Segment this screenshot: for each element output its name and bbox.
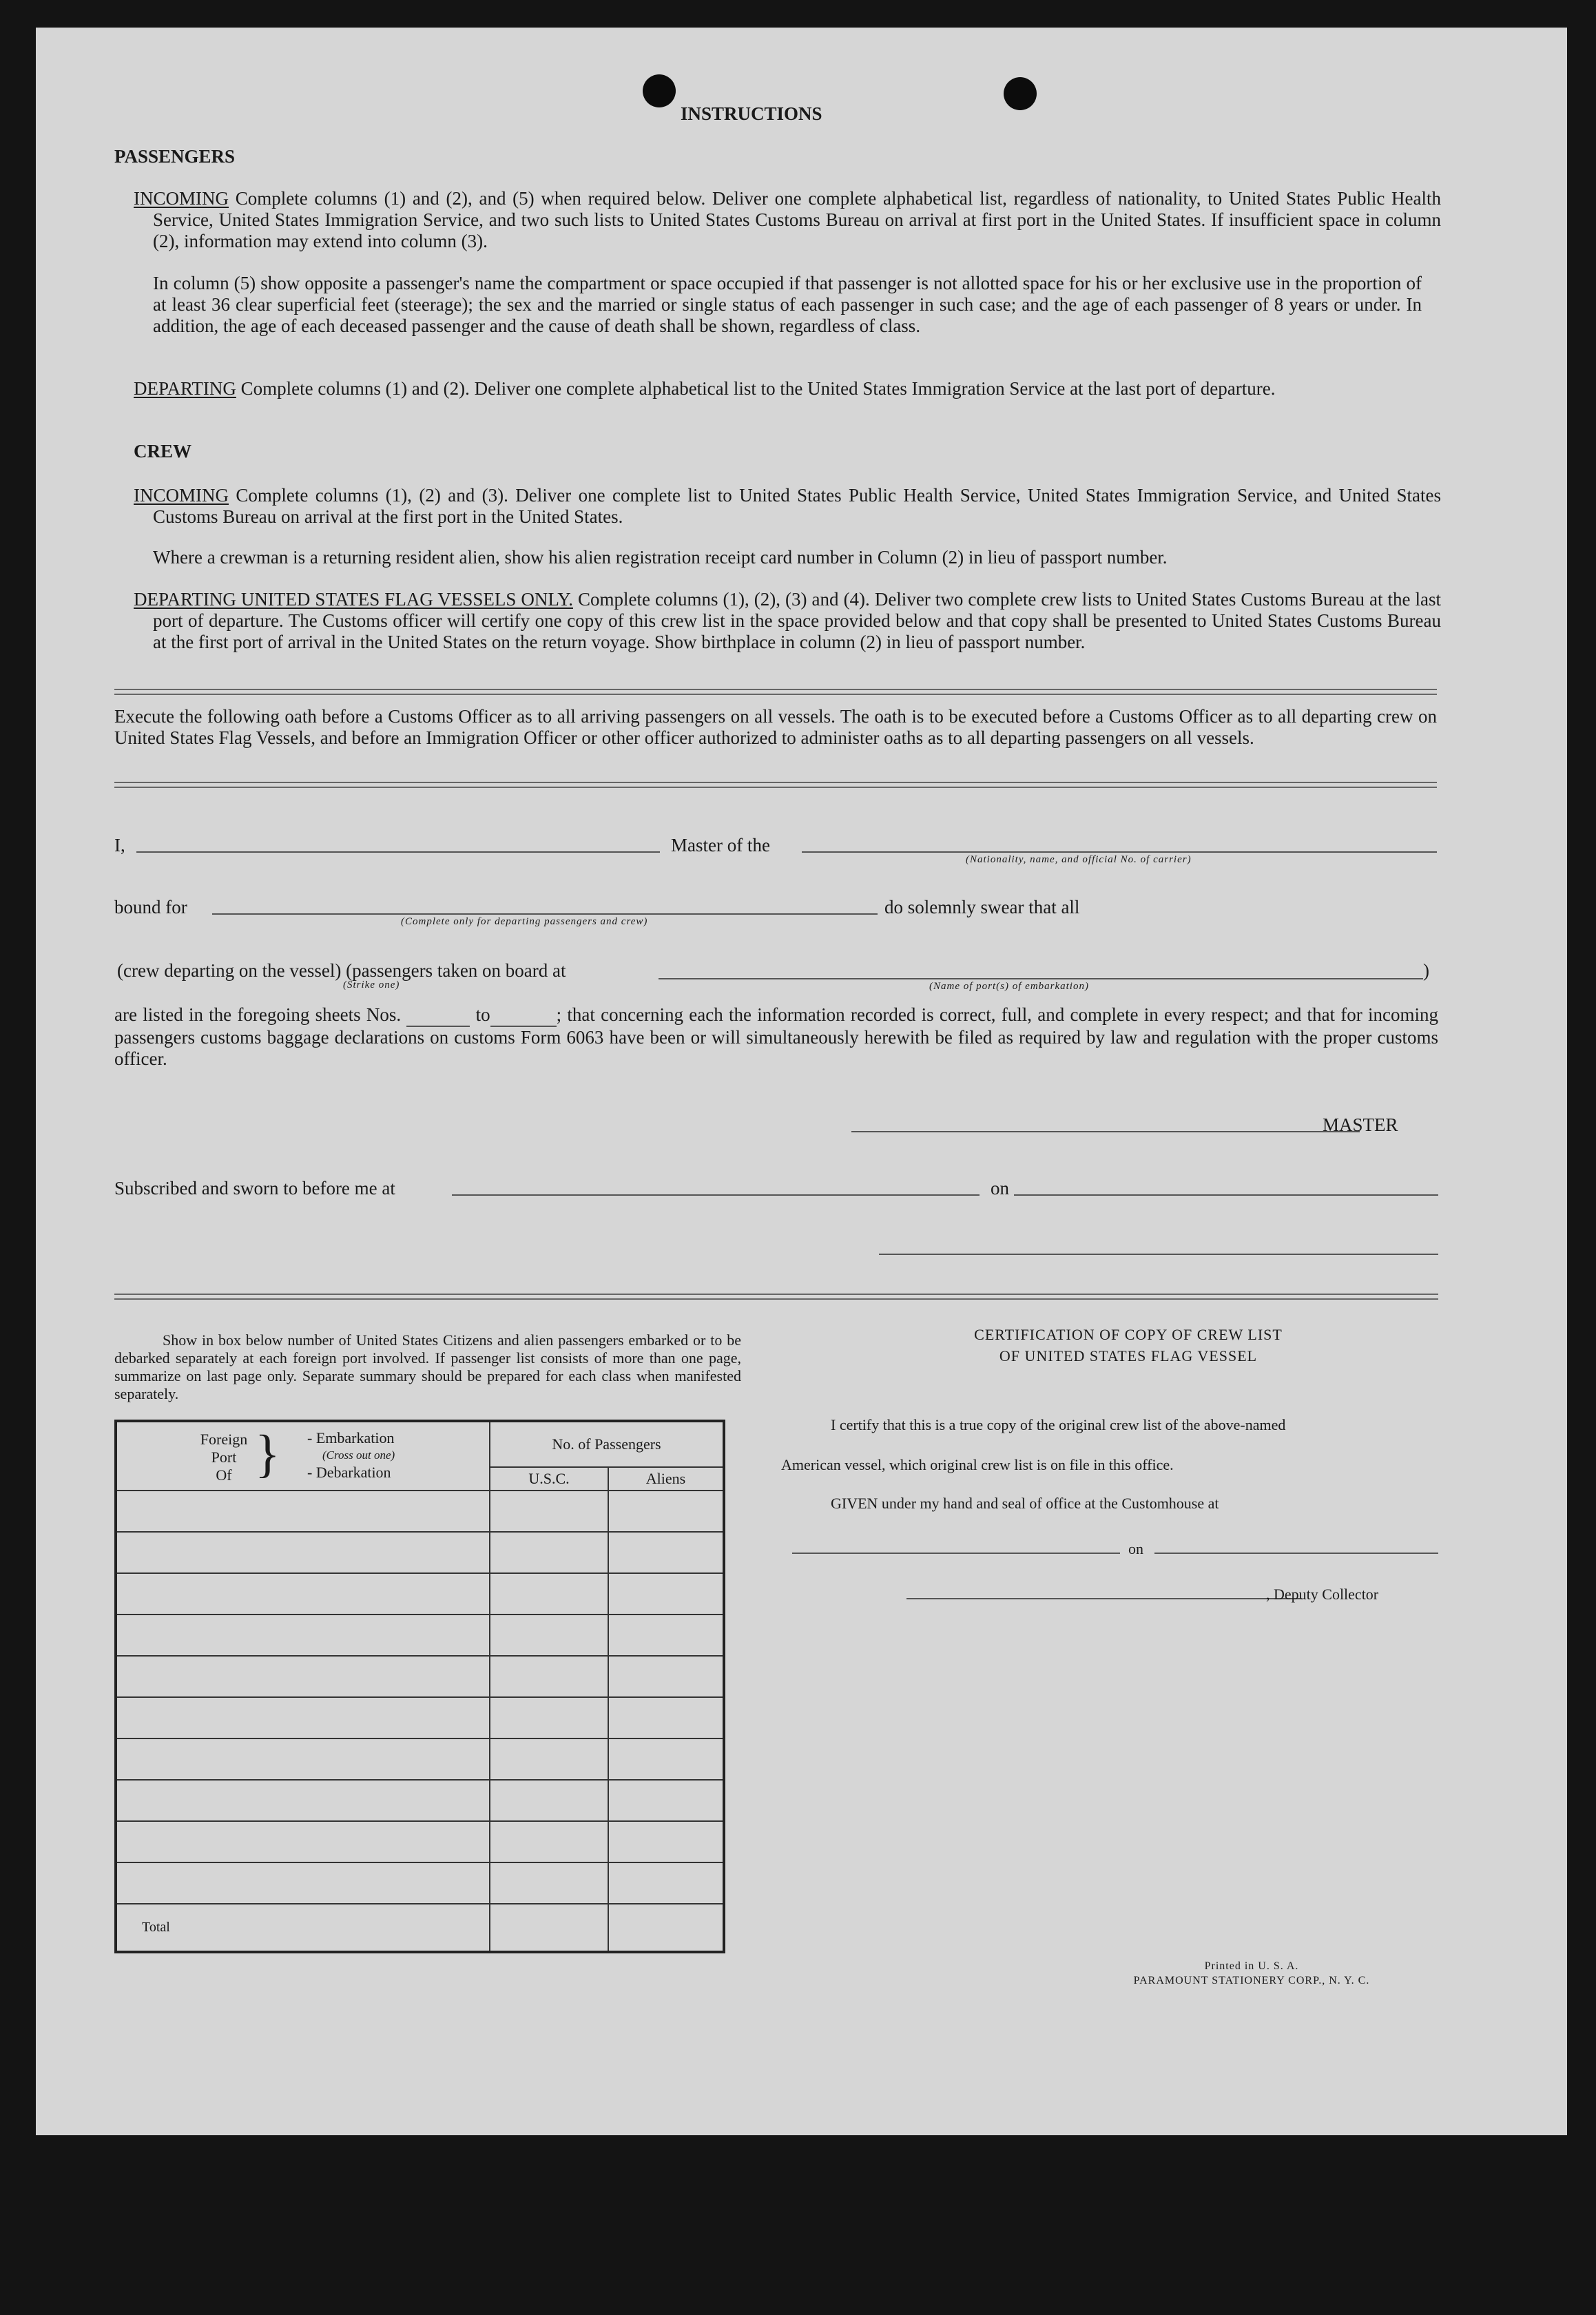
summary-note: Show in box below number of United States Citizens and alien passengers embarked or to be debarked separately at each foreign port involved. If passenger list consists of more than one page, summarize on last page only. Separate summary should be prepared for each class when manifested separately. xyxy=(114,1331,741,1402)
usc-cell[interactable] xyxy=(490,1615,608,1656)
divider-double-2 xyxy=(114,782,1437,788)
port-cell[interactable] xyxy=(116,1532,490,1573)
table-row xyxy=(116,1532,724,1573)
aliens-cell[interactable] xyxy=(608,1821,724,1862)
divider-double-3 xyxy=(114,1294,1438,1300)
certification-on-label: on xyxy=(1128,1540,1143,1557)
certification-date-field[interactable] xyxy=(1154,1553,1438,1554)
aliens-cell[interactable] xyxy=(608,1862,724,1904)
deputy-signature-field[interactable] xyxy=(906,1598,1300,1599)
total-row xyxy=(116,1904,724,1952)
port-cell[interactable] xyxy=(116,1780,490,1821)
deputy-collector-label: , Deputy Collector xyxy=(1266,1586,1379,1603)
usc-cell[interactable] xyxy=(490,1697,608,1738)
port-cell[interactable] xyxy=(116,1573,490,1615)
master-name-field[interactable] xyxy=(136,851,660,853)
embarkation-label: - Embarkation xyxy=(307,1429,395,1446)
printer-line1: Printed in U. S. A. xyxy=(1204,1960,1299,1972)
printer-line2: PARAMOUNT STATIONERY CORP., N. Y. C. xyxy=(1133,1975,1370,1986)
oath-i-label: I, xyxy=(114,835,125,855)
usc-cell[interactable] xyxy=(490,1491,608,1532)
sheets-to-label: to xyxy=(475,1004,490,1025)
certify-line2: American vessel, which original crew list is on file in this office. xyxy=(781,1456,1174,1473)
table-row xyxy=(116,1656,724,1697)
passengers-title: PASSENGERS xyxy=(114,146,236,167)
sheets-paragraph xyxy=(114,1004,1438,1070)
aliens-cell[interactable] xyxy=(608,1738,724,1780)
ports-summary-table xyxy=(114,1420,725,1953)
crew-departing-paragraph xyxy=(134,589,1441,653)
passengers-incoming-label: INCOMING xyxy=(134,188,229,209)
aliens-header: Aliens xyxy=(608,1467,724,1491)
usc-cell[interactable] xyxy=(490,1738,608,1780)
sheets-rest-text: ; that concerning each the information recorded is correct, full, and complete in every respect; and that for incoming passengers customs baggage declarations on customs Form 6063 have been or will simultaneously herewith be filed as required by law and regulation with the proper customs officer. xyxy=(114,1004,1439,1069)
certification-title-line2: OF UNITED STATES FLAG VESSEL xyxy=(999,1347,1258,1364)
table-row xyxy=(116,1491,724,1532)
subscribed-on-label: on xyxy=(991,1178,1009,1198)
master-signature-field[interactable] xyxy=(851,1131,1360,1132)
total-label: Total xyxy=(116,1904,490,1952)
foreign-label: Foreign xyxy=(200,1431,248,1448)
subscribed-label: Subscribed and sworn to before me at xyxy=(114,1178,395,1198)
master-of-the-label: Master of the xyxy=(671,835,770,855)
no-passengers-header: No. of Passengers xyxy=(490,1421,724,1467)
certification-title-line1: CERTIFICATION OF COPY OF CREW LIST xyxy=(974,1326,1283,1343)
ports-caption: (Name of port(s) of embarkation) xyxy=(929,981,1089,992)
usc-cell[interactable] xyxy=(490,1573,608,1615)
punch-hole-left xyxy=(643,74,676,107)
bound-for-caption: (Complete only for departing passengers and crew) xyxy=(401,916,648,927)
certification-title xyxy=(774,1324,1482,1367)
crew-incoming-paragraph xyxy=(134,485,1441,528)
carrier-field[interactable] xyxy=(802,851,1437,853)
usc-cell[interactable] xyxy=(490,1532,608,1573)
oath-instructions-paragraph: Execute the following oath before a Customs Officer as to all arriving passengers on all vessels. The oath is to be executed before a Customs Officer as to all departing crew on United States Flag Vessels, and before an Immigration Officer or other officer authorized to administer oaths as to all departing passengers on all vessels. xyxy=(114,706,1437,748)
swear-text: do solemnly swear that all xyxy=(884,897,1080,917)
usc-cell[interactable] xyxy=(490,1780,608,1821)
aliens-cell[interactable] xyxy=(608,1615,724,1656)
carrier-caption: (Nationality, name, and official No. of carrier) xyxy=(966,854,1192,865)
port-label: Port xyxy=(211,1449,237,1466)
table-row xyxy=(116,1697,724,1738)
crew-departing-label: DEPARTING UNITED STATES FLAG VESSELS ONLY. xyxy=(134,589,573,610)
port-cell[interactable] xyxy=(116,1615,490,1656)
port-cell[interactable] xyxy=(116,1738,490,1780)
sheets-from-field[interactable] xyxy=(406,1004,470,1027)
port-cell[interactable] xyxy=(116,1821,490,1862)
port-cell[interactable] xyxy=(116,1862,490,1904)
brace-glyph: } xyxy=(255,1425,280,1483)
strike-one-caption: (Strike one) xyxy=(343,979,400,990)
table-row xyxy=(116,1738,724,1780)
passengers-incoming-text: Complete columns (1) and (2), and (5) when required below. Deliver one complete alphabetical list, regardless of nationality, to United States Public Health Service, United States Immigration Service, and two such lists to United States Customs Bureau on arrival at first port in the United States. If insufficient space in column (2), information may extend into column (3). xyxy=(153,188,1441,251)
instructions-heading: INSTRUCTIONS xyxy=(681,103,822,124)
passengers-departing-paragraph xyxy=(134,378,1441,399)
crew-incoming-label: INCOMING xyxy=(134,485,229,506)
punch-hole-right xyxy=(1004,77,1037,110)
crew-title: CREW xyxy=(134,441,192,461)
aliens-cell[interactable] xyxy=(608,1532,724,1573)
port-cell[interactable] xyxy=(116,1491,490,1532)
bound-for-field[interactable] xyxy=(212,913,878,915)
usc-cell[interactable] xyxy=(490,1656,608,1697)
officer-signature-field[interactable] xyxy=(879,1254,1438,1255)
total-aliens-cell[interactable] xyxy=(608,1904,724,1952)
sheets-to-field[interactable] xyxy=(490,1004,557,1027)
given-line: GIVEN under my hand and seal of office at the Customhouse at xyxy=(831,1495,1219,1512)
certify-line1: I certify that this is a true copy of the original crew list of the above-named xyxy=(831,1416,1286,1433)
embark-debark-labels xyxy=(307,1429,395,1481)
crew-resident-alien-paragraph: Where a crewman is a returning resident alien, show his alien registration receipt card number in Column (2) in lieu of passport number. xyxy=(153,547,1168,568)
aliens-cell[interactable] xyxy=(608,1573,724,1615)
table-row xyxy=(116,1821,724,1862)
debarkation-label: - Debarkation xyxy=(307,1464,391,1481)
passengers-column5-paragraph: In column (5) show opposite a passenger's name the compartment or space occupied if that passenger is not allotted space for his or her exclusive use in the proportion of at least 36 clear superficial feet (steerage); the sex and the married or single status of each passenger in such case; and the age of each passenger of 8 years or under. In addition, the age of each deceased passenger and the cause of death shall be shown, regardless of class. xyxy=(153,273,1422,336)
aliens-cell[interactable] xyxy=(608,1697,724,1738)
foreign-port-of-label xyxy=(193,1431,255,1484)
aliens-cell[interactable] xyxy=(608,1491,724,1532)
total-usc-cell[interactable] xyxy=(490,1904,608,1952)
master-label: MASTER xyxy=(1323,1114,1398,1135)
aliens-cell[interactable] xyxy=(608,1780,724,1821)
customhouse-field[interactable] xyxy=(792,1553,1120,1554)
bound-for-label: bound for xyxy=(114,897,187,917)
of-label: Of xyxy=(216,1466,232,1484)
form-sheet xyxy=(36,28,1567,2135)
usc-header: U.S.C. xyxy=(490,1467,608,1491)
usc-cell[interactable] xyxy=(490,1862,608,1904)
passengers-departing-text: Complete columns (1) and (2). Deliver one complete alphabetical list to the United States Immigration Service at the last port of departure. xyxy=(236,378,1276,399)
passengers-incoming-paragraph xyxy=(134,188,1441,252)
port-cell[interactable] xyxy=(116,1697,490,1738)
crew-departing-text: (crew departing on the vessel) (passengers taken on board at xyxy=(117,960,566,981)
subscribed-date-field[interactable] xyxy=(1014,1194,1438,1196)
aliens-cell[interactable] xyxy=(608,1656,724,1697)
close-paren: ) xyxy=(1423,960,1429,981)
crew-incoming-text: Complete columns (1), (2) and (3). Deliver one complete list to United States Public Health Service, United States Immigration Service, and United States Customs Bureau on arrival at the first port in the United States. xyxy=(153,485,1441,527)
port-header-cell xyxy=(116,1421,490,1491)
table-row xyxy=(116,1615,724,1656)
sheets-nos-label: are listed in the foregoing sheets Nos. xyxy=(114,1004,402,1025)
port-cell[interactable] xyxy=(116,1656,490,1697)
passengers-departing-label: DEPARTING xyxy=(134,378,236,399)
table-row xyxy=(116,1573,724,1615)
subscribed-place-field[interactable] xyxy=(452,1194,980,1196)
table-row xyxy=(116,1862,724,1904)
cross-out-label: (Cross out one) xyxy=(322,1449,395,1462)
embarkation-ports-field[interactable] xyxy=(659,978,1423,979)
printer-imprint xyxy=(1097,1959,1407,1988)
usc-cell[interactable] xyxy=(490,1821,608,1862)
crew-departing-text: Complete columns (1), (2), (3) and (4). Deliver two complete crew lists to United States Customs Bureau at the last port of departure. The Customs officer will certify one copy of this crew list in the space provided below and that copy shall be presented to United States Customs Bureau at the first port of arrival in the United States on the return voyage. Show birthplace in column (2) in lieu of passport number. xyxy=(153,589,1441,652)
divider-double-1 xyxy=(114,689,1437,695)
table-row xyxy=(116,1780,724,1821)
